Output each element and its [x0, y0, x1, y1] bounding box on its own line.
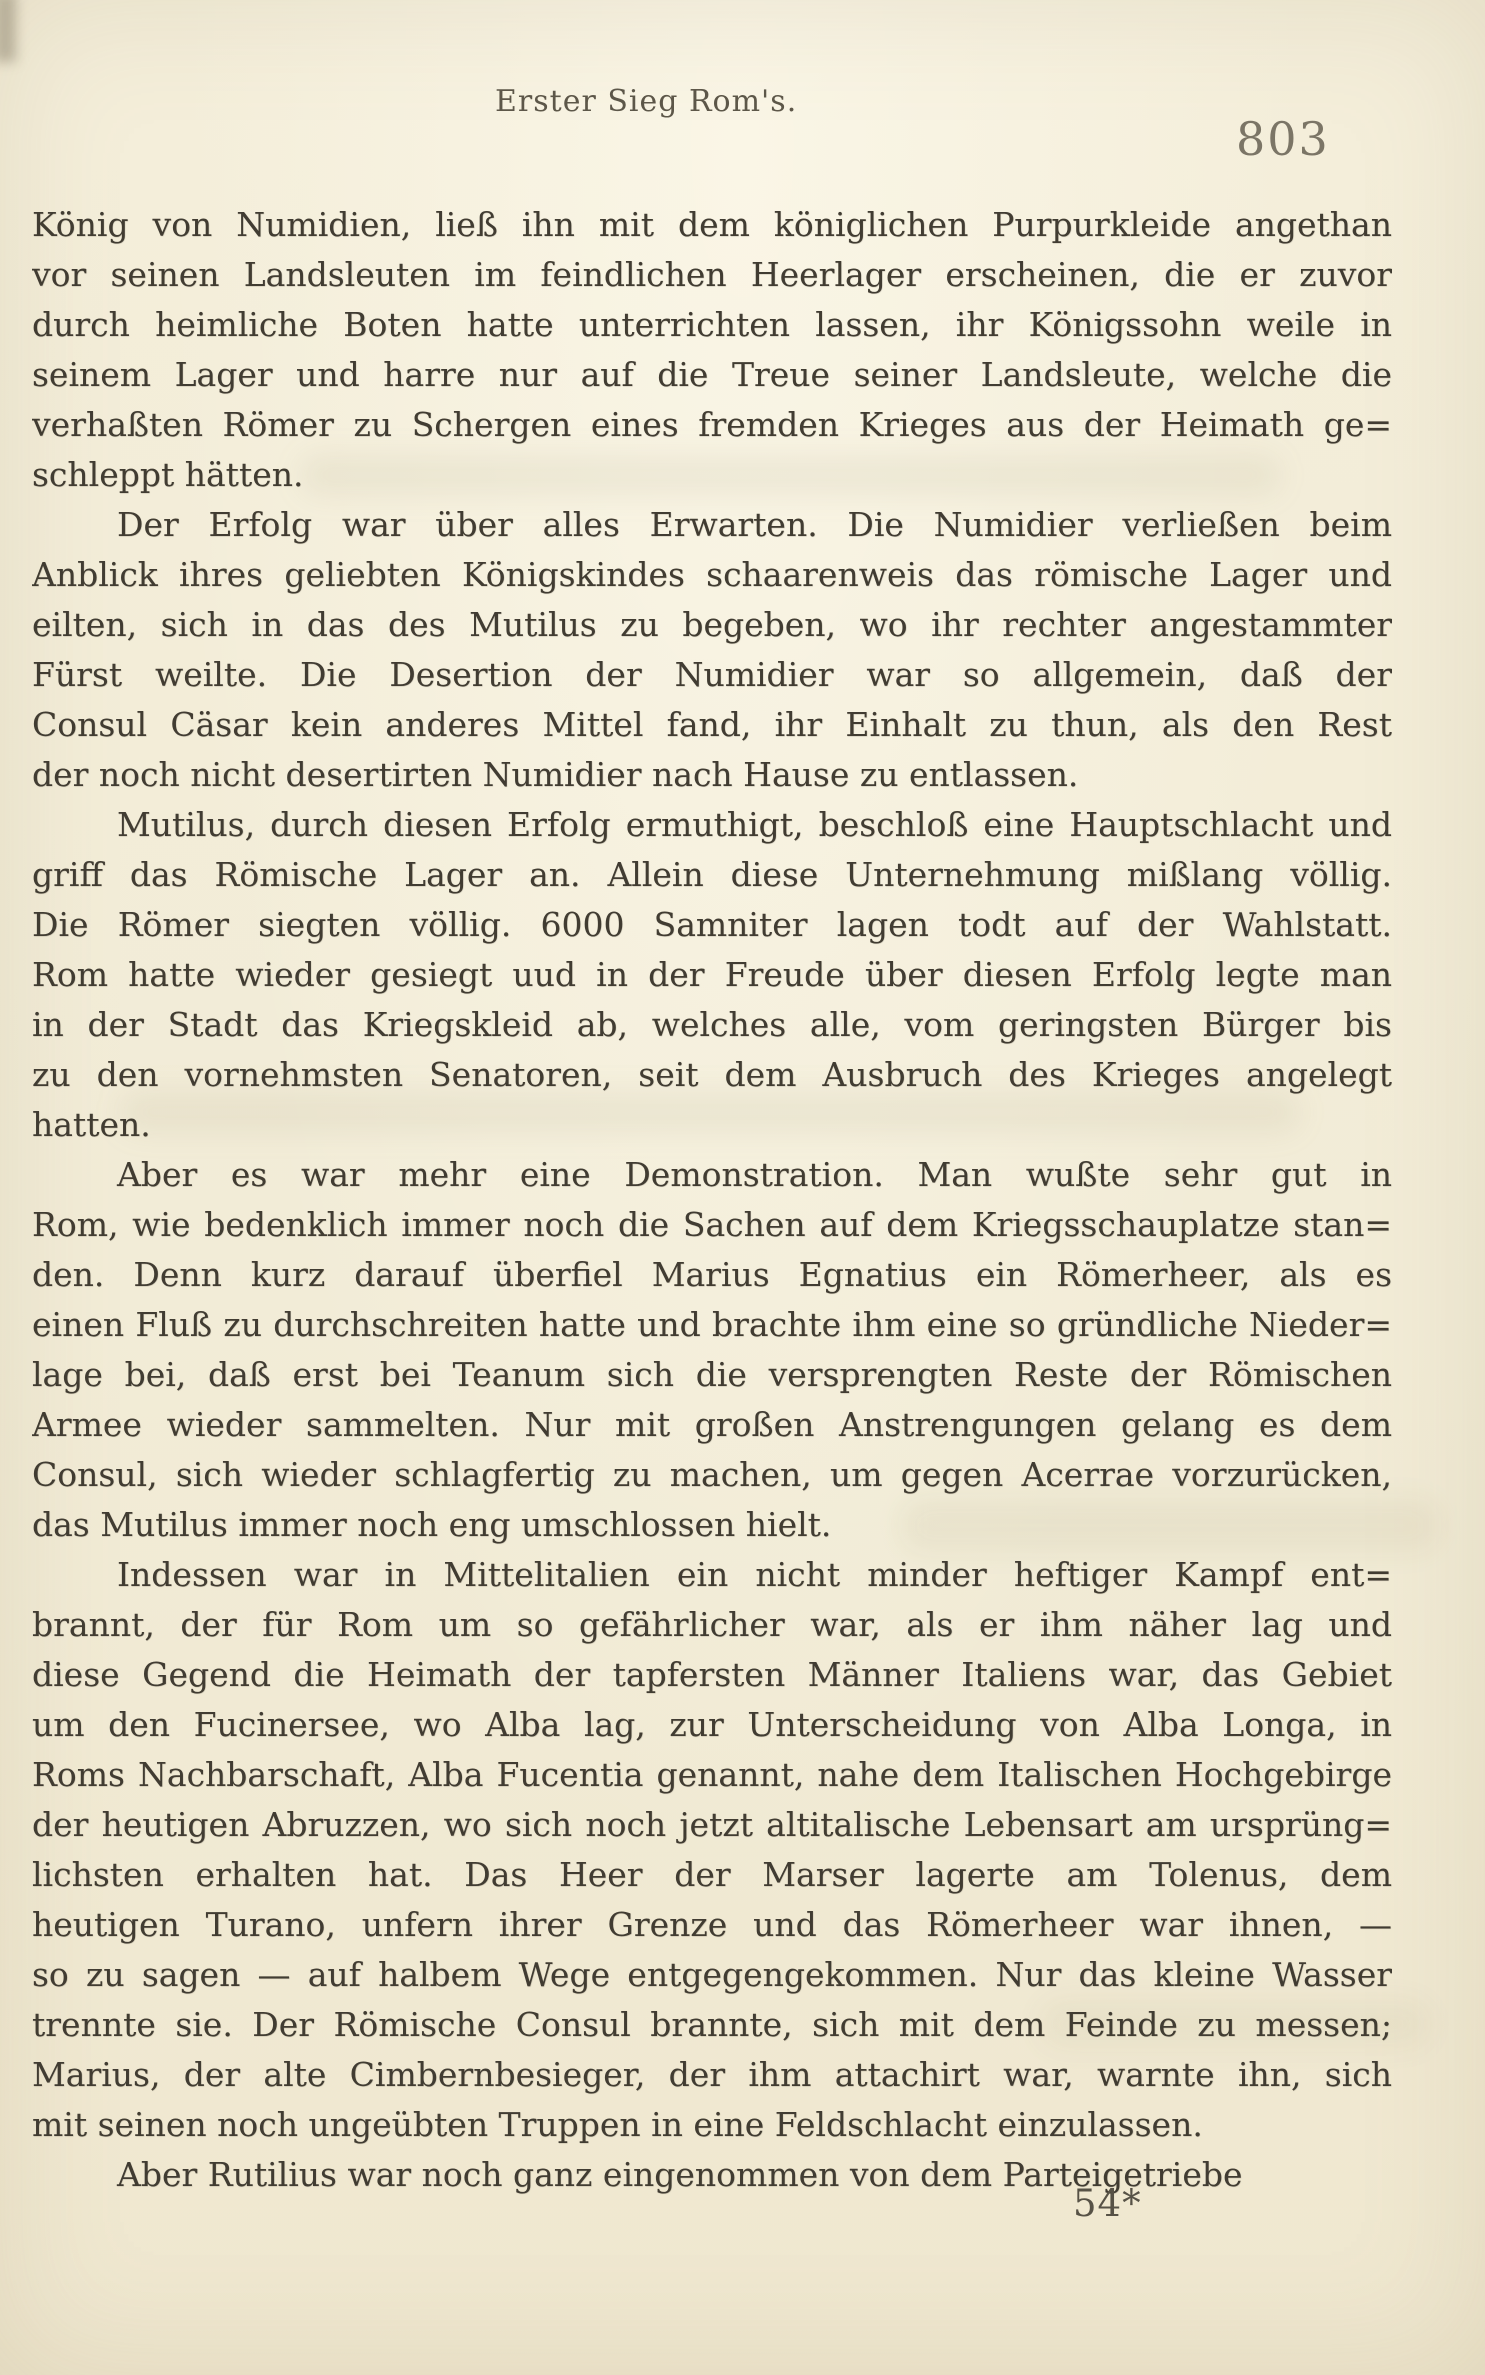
text-line: Mutilus, durch diesen Erfolg ermuthigt, beschloß eine Hauptschlacht und — [117, 805, 1392, 844]
text-line: Anblick ihres geliebten Königskindes schaarenweis das römische Lager und — [32, 555, 1392, 594]
text-line: vor seinen Landsleuten im feindlichen Heerlager erscheinen, die er zuvor — [32, 255, 1392, 294]
text-line: brannt, der für Rom um so gefährlicher war, als er ihm näher lag und — [32, 1605, 1392, 1644]
text-line: lage bei, daß erst bei Teanum sich die versprengten Reste der Römischen — [32, 1355, 1392, 1394]
text-line: Aber Rutilius war noch ganz eingenommen von dem Parteigetriebe — [117, 2155, 1243, 2194]
text-line: heutigen Turano, unfern ihrer Grenze und das Römerheer war ihnen, — — [32, 1905, 1392, 1944]
text-line: griff das Römische Lager an. Allein diese Unternehmung mißlang völlig. — [32, 855, 1392, 894]
text-line: schleppt hätten. — [32, 455, 304, 494]
text-line: Fürst weilte. Die Desertion der Numidier war so allgemein, daß der — [32, 655, 1392, 694]
text-line: hatten. — [32, 1105, 151, 1144]
paragraph — [32, 500, 1392, 800]
paragraph — [32, 200, 1392, 500]
running-header: Erster Sieg Rom's. — [495, 84, 798, 119]
text-line: König von Numidien, ließ ihn mit dem königlichen Purpurkleide angethan — [32, 205, 1392, 244]
paragraph — [32, 2150, 1392, 2200]
scan-smudge — [0, 0, 16, 62]
text-line: lichsten erhalten hat. Das Heer der Marser lagerte am Tolenus, dem — [32, 1855, 1392, 1894]
text-line: der noch nicht desertirten Numidier nach Hause zu entlassen. — [32, 755, 1079, 794]
text-line: Rom hatte wieder gesiegt uud in der Freude über diesen Erfolg legte man — [32, 955, 1392, 994]
signature-mark: 54* — [1073, 2182, 1142, 2225]
text-line: Aber es war mehr eine Demonstration. Man wußte sehr gut in — [117, 1155, 1392, 1194]
text-line: Indessen war in Mittelitalien ein nicht minder heftiger Kampf ent= — [117, 1555, 1392, 1594]
text-line: der heutigen Abruzzen, wo sich noch jetzt altitalische Lebensart am ursprüng= — [32, 1805, 1392, 1844]
text-line: mit seinen noch ungeübten Truppen in eine Feldschlacht einzulassen. — [32, 2105, 1203, 2144]
text-line: zu den vornehmsten Senatoren, seit dem Ausbruch des Krieges angelegt — [32, 1055, 1392, 1094]
paragraph — [32, 1150, 1392, 1550]
text-line: so zu sagen — auf halbem Wege entgegengekommen. Nur das kleine Wasser — [32, 1955, 1392, 1994]
text-line: eilten, sich in das des Mutilus zu begeben, wo ihr rechter angestammter — [32, 605, 1392, 644]
text-line: Consul Cäsar kein anderes Mittel fand, ihr Einhalt zu thun, als den Rest — [32, 705, 1392, 744]
body-text — [32, 200, 1392, 2200]
text-line: Consul, sich wieder schlagfertig zu machen, um gegen Acerrae vorzurücken, — [32, 1455, 1392, 1494]
text-line: seinem Lager und harre nur auf die Treue seiner Landsleute, welche die — [32, 355, 1392, 394]
text-line: Der Erfolg war über alles Erwarten. Die Numidier verließen beim — [117, 505, 1392, 544]
text-line: diese Gegend die Heimath der tapfersten Männer Italiens war, das Gebiet — [32, 1655, 1392, 1694]
text-line: das Mutilus immer noch eng umschlossen hielt. — [32, 1505, 832, 1544]
text-line: um den Fucinersee, wo Alba lag, zur Unterscheidung von Alba Longa, in — [32, 1705, 1392, 1744]
text-line: Die Römer siegten völlig. 6000 Samniter lagen todt auf der Wahlstatt. — [32, 905, 1392, 944]
text-line: in der Stadt das Kriegskleid ab, welches alle, vom geringsten Bürger bis — [32, 1005, 1392, 1044]
paragraph — [32, 800, 1392, 1150]
text-line: Marius, der alte Cimbernbesieger, der ihm attachirt war, warnte ihn, sich — [32, 2055, 1392, 2094]
paragraph — [32, 1550, 1392, 2150]
page-number: 803 — [1236, 112, 1330, 166]
text-line: einen Fluß zu durchschreiten hatte und brachte ihm eine so gründliche Nieder= — [32, 1305, 1392, 1344]
text-line: Roms Nachbarschaft, Alba Fucentia genannt, nahe dem Italischen Hochgebirge — [32, 1755, 1392, 1794]
text-line: trennte sie. Der Römische Consul brannte, sich mit dem Feinde zu messen; — [32, 2005, 1392, 2044]
text-line: Rom, wie bedenklich immer noch die Sachen auf dem Kriegsschauplatze stan= — [32, 1205, 1392, 1244]
text-line: durch heimliche Boten hatte unterrichten lassen, ihr Königssohn weile in — [32, 305, 1392, 344]
text-line: Armee wieder sammelten. Nur mit großen Anstrengungen gelang es dem — [32, 1405, 1392, 1444]
text-line: verhaßten Römer zu Schergen eines fremden Krieges aus der Heimath ge= — [32, 405, 1392, 444]
text-line: den. Denn kurz darauf überfiel Marius Egnatius ein Römerheer, als es — [32, 1255, 1392, 1294]
